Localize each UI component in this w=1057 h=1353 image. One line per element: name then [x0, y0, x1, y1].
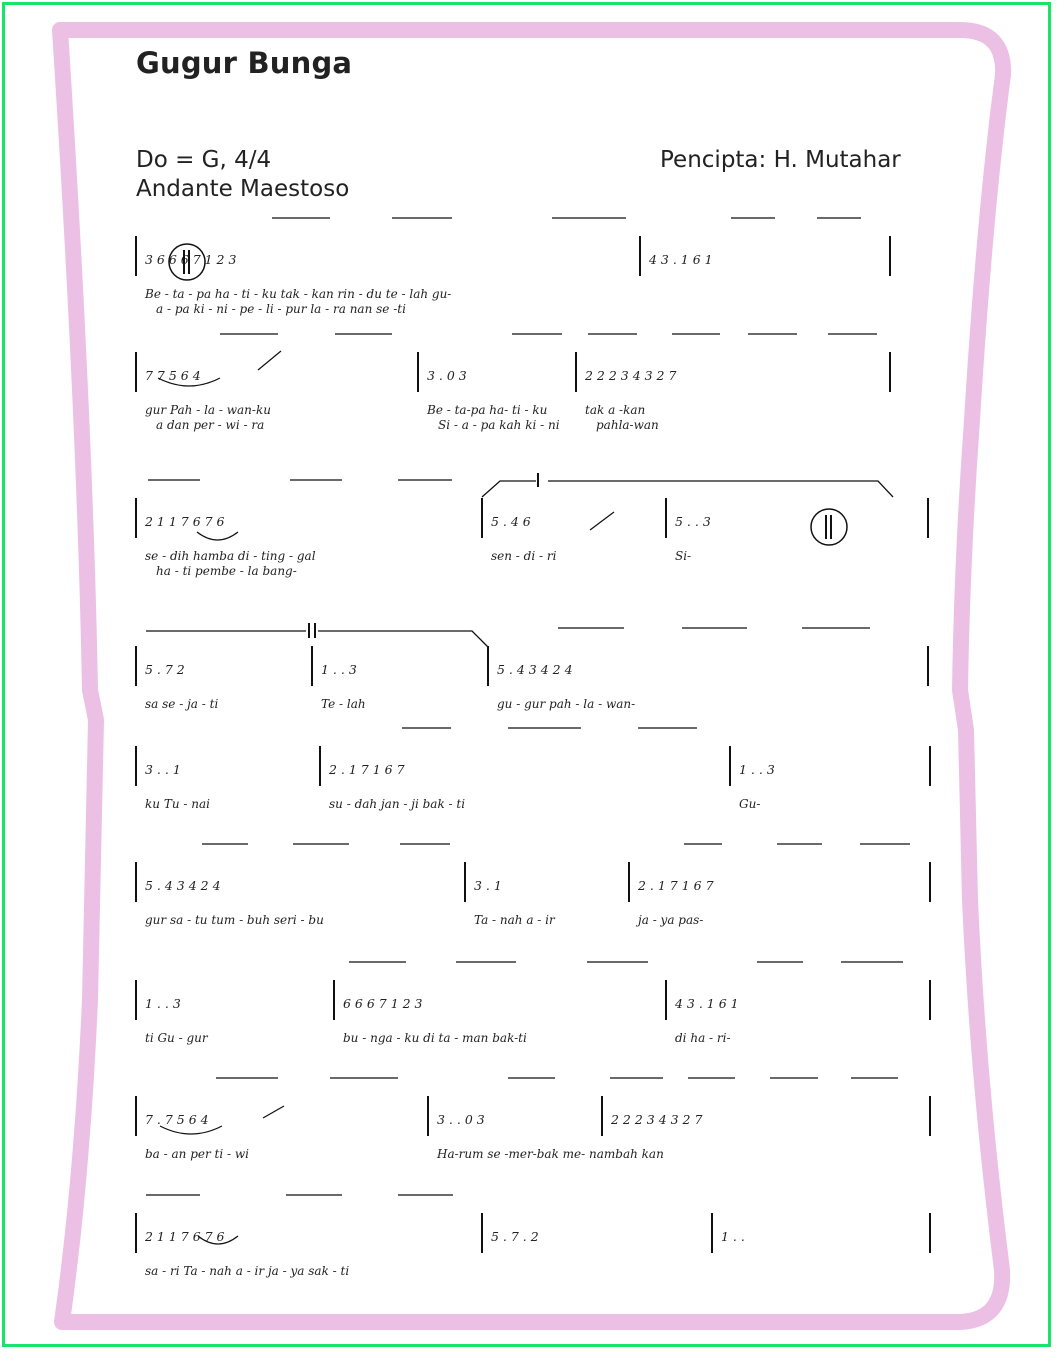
note-group: 5 . 7 2	[145, 662, 185, 677]
note-group: 2 1 1 7 6 7 6	[145, 1229, 225, 1244]
note-group: 3 . 0 3	[427, 368, 467, 383]
lyric-line: Ta - nah a - ir	[474, 913, 555, 927]
lyric-line: Si-	[675, 549, 692, 563]
lyric-line: se - dih hamba di - ting - gal	[145, 549, 316, 563]
accidental-slash	[263, 1106, 284, 1118]
lyric-line: a dan per - wi - ra	[156, 418, 265, 432]
slur-mark	[160, 1126, 222, 1134]
lyric-line: tak a -kan	[585, 403, 646, 417]
note-group: 3 . 1	[474, 878, 502, 893]
lyric-line: Si - a - pa kah ki - ni	[438, 418, 560, 432]
ending-bracket	[318, 631, 488, 647]
lyric-line: pahla-wan	[596, 418, 659, 432]
repeat-sign-icon	[811, 509, 847, 545]
note-group: 4 3 . 1 6 1	[649, 252, 713, 267]
note-group: 2 . 1 7 1 6 7	[329, 762, 405, 777]
lyric-line: gu - gur pah - la - wan-	[497, 697, 636, 711]
lyric-line: bu - nga - ku di ta - man bak-ti	[343, 1031, 527, 1045]
note-group: 1 . . 3	[739, 762, 775, 777]
note-group: 5 . 4 3 4 2 4	[145, 878, 221, 893]
note-group: 6 6 6 7 1 2 3	[343, 996, 423, 1011]
note-group: 2 1 1 7 6 7 6	[145, 514, 225, 529]
note-group: 2 2 2 3 4 3 2 7	[585, 368, 677, 383]
lyric-line: ja - ya pas-	[638, 913, 704, 927]
tempo-marking: Andante Maestoso	[136, 176, 350, 202]
lyric-line: ha - ti pembe - la bang-	[156, 564, 297, 578]
note-group: 5 . . 3	[675, 514, 711, 529]
lyric-line: ku Tu - nai	[145, 797, 210, 811]
lyric-line: di ha - ri-	[675, 1031, 731, 1045]
accidental-slash	[590, 512, 614, 530]
note-group: 3 . . 1	[145, 762, 181, 777]
lyric-line: sen - di - ri	[491, 549, 557, 563]
note-group: 4 3 . 1 6 1	[675, 996, 739, 1011]
note-group: 5 . 4 6	[491, 514, 531, 529]
note-group: 3 . . 0 3	[437, 1112, 485, 1127]
note-group: 1 . .	[721, 1229, 745, 1244]
note-group: 3 6 6 6 7 1 2 3	[145, 252, 237, 267]
composer-credit: Pencipta: H. Mutahar	[660, 147, 901, 173]
note-group: 5 . 7 . 2	[491, 1229, 539, 1244]
lyric-line: Ha-rum se -mer-bak me- nambah kan	[437, 1147, 664, 1161]
note-group: 2 2 2 3 4 3 2 7	[611, 1112, 703, 1127]
ending-bracket	[482, 481, 536, 497]
lyric-line: Be - ta-pa ha- ti - ku	[427, 403, 548, 417]
note-group: 1 . . 3	[321, 662, 357, 677]
lyric-line: a - pa ki - ni - pe - li - pur la - ra nan se -ti	[156, 302, 406, 316]
note-group: 7 7 5 6 4	[145, 368, 201, 383]
note-group: 7 . 7 5 6 4	[145, 1112, 209, 1127]
lyric-line: sa se - ja - ti	[145, 697, 219, 711]
lyric-line: sa - ri Ta - nah a - ir ja - ya sak - ti	[145, 1264, 350, 1278]
note-group: 1 . . 3	[145, 996, 181, 1011]
lyric-line: ti Gu - gur	[145, 1031, 208, 1045]
note-group: 2 . 1 7 1 6 7	[638, 878, 714, 893]
lyric-line: su - dah jan - ji bak - ti	[329, 797, 466, 811]
slur-mark	[197, 532, 238, 540]
lyric-line: gur Pah - la - wan-ku	[145, 403, 271, 417]
ending-bracket	[548, 481, 893, 497]
lyric-line: Te - lah	[321, 697, 366, 711]
lyric-line: gur sa - tu tum - buh seri - bu	[145, 913, 324, 927]
lyric-line: Gu-	[739, 797, 761, 811]
note-group: 5 . 4 3 4 2 4	[497, 662, 573, 677]
song-title: Gugur Bunga	[136, 46, 353, 80]
lyric-line: ba - an per ti - wi	[145, 1147, 250, 1161]
key-signature: Do = G, 4/4	[136, 147, 272, 173]
accidental-slash	[258, 351, 281, 370]
lyric-line: Be - ta - pa ha - ti - ku tak - kan rin - du te - lah gu-	[145, 287, 452, 301]
